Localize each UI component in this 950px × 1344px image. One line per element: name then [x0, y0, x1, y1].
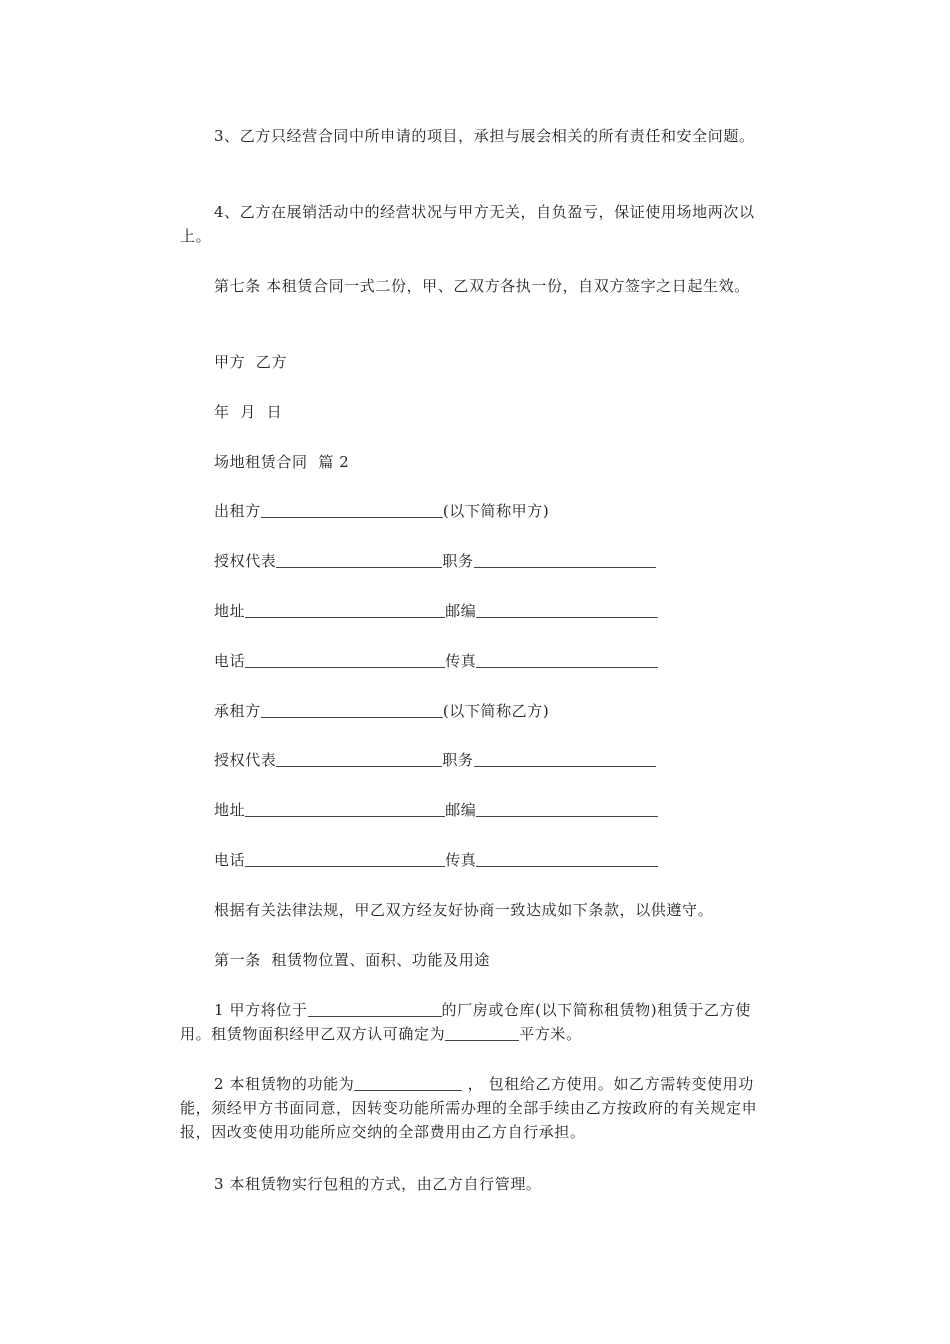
- fax-label: 传真: [445, 851, 477, 869]
- lessor-suffix: (以下简称甲方): [442, 502, 550, 520]
- phone-label: 电话: [214, 652, 246, 670]
- clause-1-text-a: 1 甲方将位于: [214, 1001, 308, 1019]
- fax-blank: [476, 651, 658, 668]
- position-blank: [474, 551, 656, 568]
- position-label: 职务: [442, 552, 474, 570]
- intro-paragraph: 根据有关法律法规，甲乙双方经友好协商一致达成如下条款，以供遵守。: [214, 901, 714, 919]
- article-7-paragraph: 第七条 本租赁合同一式二份，甲、乙双方各执一份，自双方签字之日起生效。: [214, 277, 750, 295]
- position-blank: [474, 750, 656, 767]
- rep-label: 授权代表: [214, 751, 277, 769]
- address-blank: [245, 800, 445, 817]
- rep-blank: [276, 750, 442, 767]
- postcode-blank: [476, 601, 658, 618]
- address-blank: [245, 601, 445, 618]
- clause-3-paragraph: 3、乙方只经营合同中所申请的项目，承担与展会相关的所有责任和安全问题。: [214, 127, 755, 145]
- fax-blank: [476, 850, 658, 867]
- rep-blank: [276, 551, 442, 568]
- lessor-row: [214, 499, 549, 523]
- lessee-label: 承租方: [214, 702, 261, 720]
- clause-2-paragraph: [180, 1072, 775, 1144]
- lessee-blank: [261, 701, 443, 718]
- clause-1-text-b: 的厂房或仓库(以下简称租赁物)租赁于乙方使用。租赁物面积经甲乙双方认可确定为: [180, 1001, 751, 1043]
- fax-label: 传真: [445, 652, 477, 670]
- address-label: 地址: [214, 602, 246, 620]
- clause-2-text-b: ， 包租给乙方使用。如乙方需转变使用功能，须经甲方书面同意，因转变功能所需办理的全部手续由乙方按政府的有关规定申报，因改变使用功能所应交纳的全部费用由乙方自行承担。: [180, 1075, 758, 1141]
- address-label: 地址: [214, 801, 246, 819]
- function-blank: [354, 1074, 462, 1091]
- postcode-label: 邮编: [445, 602, 477, 620]
- clause-3-rent-paragraph: 3 本租赁物实行包租的方式，由乙方自行管理。: [214, 1175, 542, 1193]
- postcode-label: 邮编: [445, 801, 477, 819]
- lessee-suffix: (以下简称乙方): [442, 702, 550, 720]
- contract-heading-2: 场地租赁合同 篇 2: [214, 453, 350, 471]
- clause-1-text-c: 平方米。: [519, 1025, 582, 1043]
- lessor-label: 出租方: [214, 502, 261, 520]
- rep-label: 授权代表: [214, 552, 277, 570]
- phone-blank: [245, 651, 445, 668]
- article-1-heading: 第一条 租赁物位置、面积、功能及用途: [214, 951, 490, 969]
- lessee-rep-row: [214, 748, 656, 772]
- lessee-phone-row: [214, 848, 658, 872]
- lessor-rep-row: [214, 549, 656, 573]
- lessor-phone-row: [214, 649, 658, 673]
- clause-2-text-a: 2 本租赁物的功能为: [214, 1075, 355, 1093]
- position-label: 职务: [442, 751, 474, 769]
- lessee-row: [214, 699, 549, 723]
- lessee-address-row: [214, 798, 658, 822]
- signature-date: 年 月 日: [214, 403, 283, 421]
- postcode-blank: [476, 800, 658, 817]
- clause-4-paragraph: 4、乙方在展销活动中的经营状况与甲方无关，自负盈亏，保证使用场地两次以上。: [180, 203, 755, 245]
- area-blank: [445, 1024, 519, 1041]
- location-blank: [308, 1000, 442, 1017]
- signature-parties: 甲方 乙方: [214, 353, 288, 371]
- phone-label: 电话: [214, 851, 246, 869]
- phone-blank: [245, 850, 445, 867]
- clause-1-paragraph: [180, 998, 775, 1046]
- lessor-blank: [261, 501, 443, 518]
- lessor-address-row: [214, 599, 658, 623]
